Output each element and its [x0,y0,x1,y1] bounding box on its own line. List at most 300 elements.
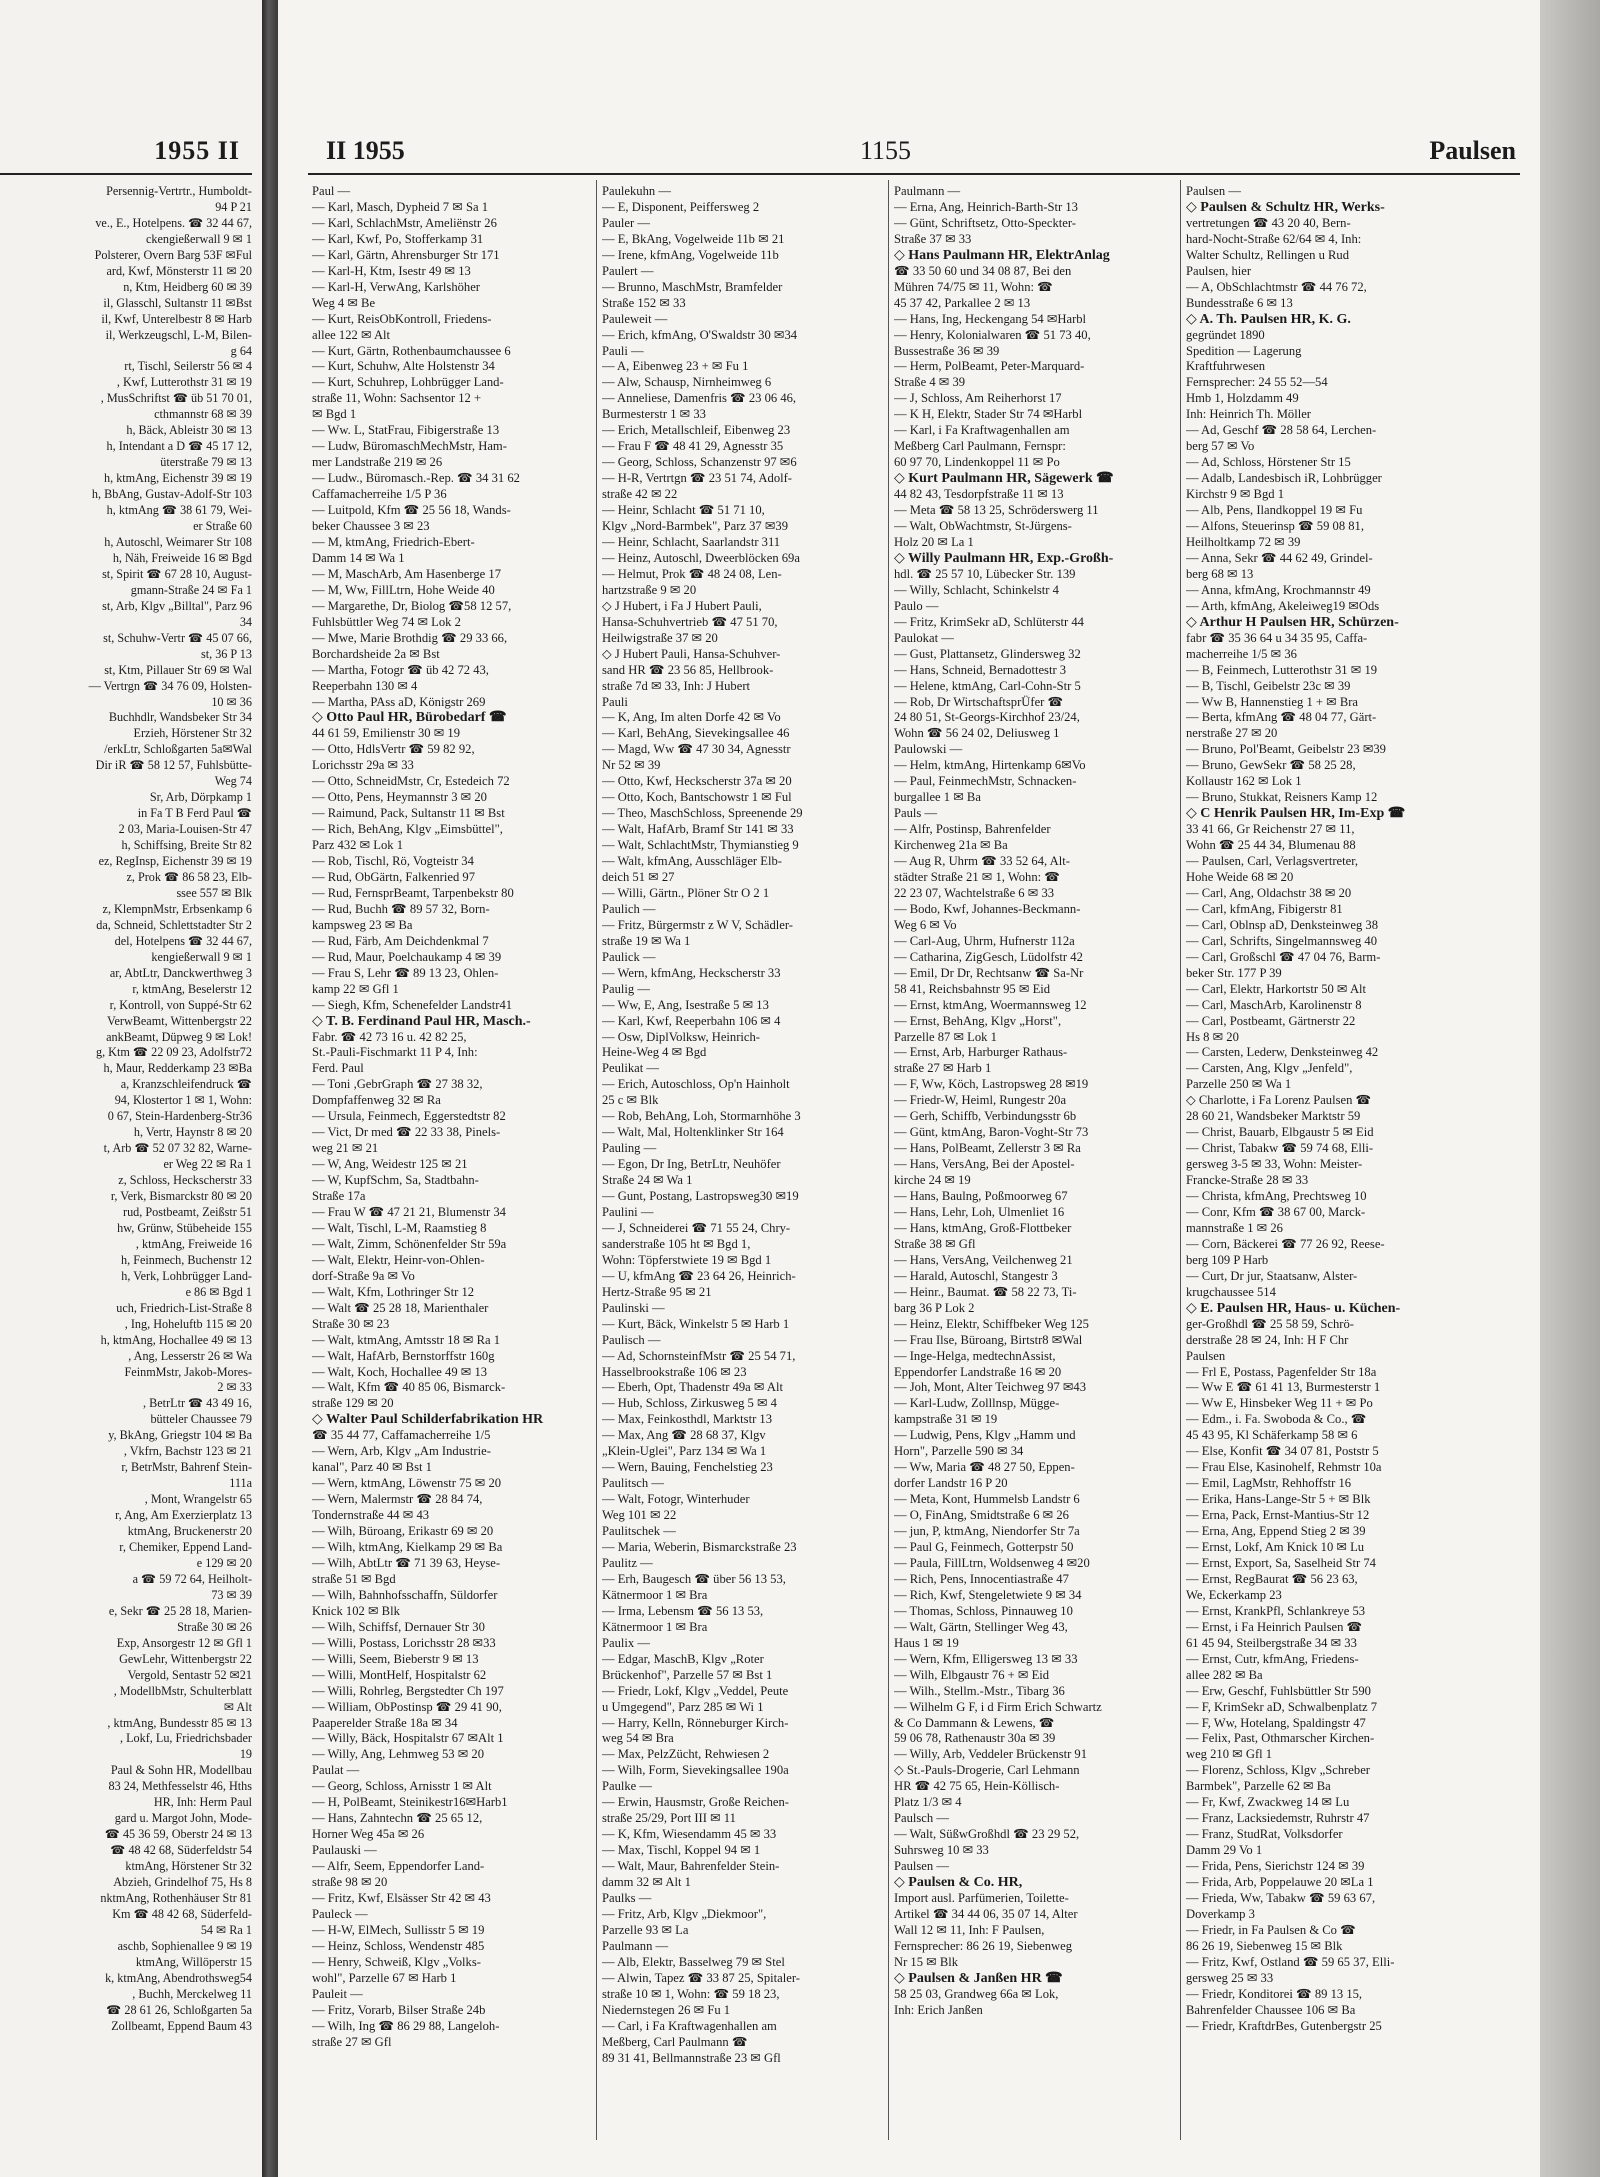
directory-entry: — Hans, VersAng, Bei der Apostel- [894,1157,1075,1172]
directory-entry: straße 42 ✉ 22 [602,487,678,502]
directory-entry: Burmesterstr 1 ✉ 33 [602,407,706,422]
directory-entry: — Paul, FeinmechMstr, Schnacken- [894,774,1077,789]
directory-entry: — Carl, Elektr, Harkortstr 50 ✉ Alt [1186,981,1367,996]
directory-entry: — Anneliese, Damenfris ☎ 23 06 46, [602,391,797,406]
directory-entry: straße 129 ✉ 20 [312,1396,394,1411]
directory-entry: Paulks — [602,1890,652,1905]
directory-entry: — Erh, Baugesch ☎ über 56 13 53, [602,1571,786,1586]
directory-entry: — Carl, Oblnsp aD, Denksteinweg 38 [1186,917,1379,932]
directory-entry: — Paul G, Feinmech, Gotterpstr 50 [894,1540,1074,1555]
directory-entry: — Wern, Arb, Klgv „Am Industrie- [312,1444,491,1459]
directory-entry: — B, Tischl, Geibelstr 23c ✉ 39 [1186,678,1351,693]
directory-line: , ModellbMstr, Schulterblatt [113,1683,252,1698]
directory-entry: — Max, Tischl, Koppel 94 ✉ 1 [602,1843,761,1858]
directory-entry: — Walt, HafArb, Bramf Str 141 ✉ 33 [602,822,794,837]
directory-entry: Bussestraße 36 ✉ 39 [894,343,1000,358]
directory-entry: straße 98 ✉ 20 [312,1875,388,1890]
directory-line: 19 [239,1747,252,1762]
directory-entry: — Willi, Gärtn., Plöner Str O 2 1 [602,885,770,900]
directory-entry: Paulig — [602,981,650,996]
directory-entry: — Walt, kfmAng, Ausschläger Elb- [602,854,782,869]
directory-entry: Barmbek", Parzelle 62 ✉ Ba [1186,1779,1331,1794]
directory-line: r, Chemiker, Eppend Land- [119,1540,252,1555]
directory-entry: — Heinz, Elektr, Schiffbeker Weg 125 [894,1316,1089,1331]
directory-entry: — Rich, Kwf, Stengeletwiete 9 ✉ 34 [894,1587,1082,1602]
directory-entry: Klgv „Nord-Barmbek", Parz 37 ✉39 [602,519,789,534]
directory-entry: — H, PolBeamt, Steinikestr16✉Harb1 [312,1795,508,1810]
directory-entry: hartzstraße 9 ✉ 20 [602,582,697,597]
directory-entry: 45 43 95, Kl Schäferkamp 58 ✉ 6 [1186,1428,1358,1443]
directory-entry: Parzelle 87 ✉ Lok 1 [894,1029,997,1044]
directory-entry: — Ursula, Feinmech, Eggerstedtstr 82 [312,1109,506,1124]
directory-entry: & Co Dammann & Lewens, ☎ [894,1715,1055,1730]
directory-entry: — Helmut, Prok ☎ 48 24 08, Len- [602,566,782,581]
directory-entry: — H-W, ElMech, Sullisstr 5 ✉ 19 [312,1922,485,1937]
directory-entry: — Adalb, Landesbisch iR, Lohbrügger [1186,471,1382,486]
directory-entry: — Karl-Ludw, Zolllnsp, Mügge- [894,1396,1060,1411]
directory-line: , Mont, Wrangelstr 65 [144,1492,252,1507]
directory-entry: Niedernstegen 26 ✉ Fu 1 [602,2002,731,2017]
directory-entry: — Ww B, Hannenstieg 1 + ✉ Bra [1186,694,1359,709]
directory-entry: — Kurt, Schuhw, Alte Holstenstr 34 [312,359,495,374]
directory-line: , Ang, Lesserstr 26 ✉ Wa [128,1348,252,1363]
directory-entry: Fernsprecher: 86 26 19, Siebenweg [894,1938,1073,1953]
directory-line: 54 ✉ Ra 1 [200,1922,252,1937]
directory-entry: — Walt, Fotogr, Winterhuder [602,1492,750,1507]
directory-line: h, Näh, Freiweide 16 ✉ Bgd [112,550,252,565]
directory-entry: — Raimund, Pack, Sultanstr 11 ✉ Bst [312,806,505,821]
directory-entry: ◇ Paulsen & Co. HR, [894,1875,1023,1891]
directory-entry: 28 60 21, Wandsbeker Marktstr 59 [1186,1109,1361,1124]
directory-entry: — Carl, MaschArb, Karolinenstr 8 [1186,997,1362,1012]
directory-entry: — Kurt, ReisObKontroll, Friedens- [312,311,492,326]
directory-entry: Meßberg, Carl Paulmann ☎ [602,2034,748,2049]
directory-entry: — Willy, Schlacht, Schinkelstr 4 [894,582,1059,597]
directory-entry: — Gerh, Schiffb, Verbindungsstr 6b [894,1109,1077,1124]
directory-entry: — Wilh, Form, Sievekingsallee 190a [602,1763,789,1778]
directory-entry: — Siegh, Kfm, Schenefelder Landstr41 [312,997,513,1012]
directory-entry: Damm 29 Vo 1 [1186,1843,1263,1858]
directory-entry: — Christa, kfmAng, Prechtsweg 10 [1186,1189,1367,1204]
directory-entry: — Martha, Fotogr ☎ üb 42 72 43, [312,662,489,677]
directory-entry: Reeperbahn 130 ✉ 4 [312,678,418,693]
directory-entry: — jun, P, ktmAng, Niendorfer Str 7a [894,1524,1080,1539]
directory-entry: — Henry, Kolonialwaren ☎ 51 73 40, [894,327,1091,342]
directory-entry: deich 51 ✉ 27 [602,869,675,884]
directory-line: g 64 [230,343,252,358]
directory-entry: Fernsprecher: 24 55 52—54 [1186,375,1328,390]
directory-entry: — F, Ww, Köch, Lastropsweg 28 ✉19 [894,1077,1089,1092]
directory-line: , Ing, Hoheluftb 115 ✉ 20 [124,1316,252,1331]
book-gutter [262,0,278,2177]
directory-entry: Parzelle 250 ✉ Wa 1 [1186,1077,1292,1092]
directory-entry: Pauls — [894,806,938,821]
directory-entry: — Walt, ktmAng, Amtsstr 18 ✉ Ra 1 [312,1332,501,1347]
directory-entry: — Heinz, Autoschl, Dweerblöcken 69a [602,550,800,565]
directory-entry: — Wern, kfmAng, Heckscherstr 33 [602,965,781,980]
directory-entry: Meßberg Carl Paulmann, Fernspr: [894,439,1066,454]
directory-line: z, Prok ☎ 86 58 23, Elb- [126,869,252,884]
directory-entry: Straße 37 ✉ 33 [894,231,972,246]
directory-line: r, Verk, Bismarckstr 80 ✉ 20 [110,1189,252,1204]
directory-line: z, Schloss, Heckscherstr 33 [118,1173,252,1188]
directory-entry: Heine-Weg 4 ✉ Bgd [602,1045,707,1060]
directory-line: ☎ 28 61 26, Schloßgarten 5a [106,2002,252,2017]
directory-line: ard, Kwf, Mönsterstr 11 ✉ 20 [106,263,252,278]
directory-line: ✉ Alt [223,1699,252,1714]
directory-entry: — Fritz, Kwf, Ostland ☎ 59 65 37, Elli- [1186,1954,1395,1969]
directory-entry: sanderstraße 105 ht ✉ Bgd 1, [602,1236,751,1251]
directory-entry: beker Str. 177 P 39 [1186,965,1282,980]
directory-entry: 44 61 59, Emilienstr 30 ✉ 19 [312,726,461,741]
directory-entry: — Felix, Past, Othmarscher Kirchen- [1186,1731,1375,1746]
directory-entry: — Ww E ☎ 61 41 13, Burmesterstr 1 [1186,1380,1381,1395]
directory-entry: — Otto, SchneidMstr, Cr, Estedeich 72 [312,774,510,789]
directory-entry: nerstraße 27 ✉ 20 [1186,726,1278,741]
directory-entry: — Carl, i Fa Kraftwagenhallen am [602,2018,777,2033]
directory-line: Straße 30 ✉ 26 [177,1619,252,1634]
directory-line: h, Autoschl, Weimarer Str 108 [104,534,252,549]
directory-entry: — Carl, Postbeamt, Gärtnerstr 22 [1186,1013,1356,1028]
directory-line: ankBeamt, Düpweg 9 ✉ Lok! [106,1029,252,1044]
directory-entry: Paulmann — [602,1938,669,1953]
directory-entry: Paulsen, hier [1186,263,1252,278]
directory-line: h, Feinmech, Buchenstr 12 [121,1252,252,1267]
directory-entry: hdl. ☎ 25 57 10, Lübecker Str. 139 [894,566,1076,581]
directory-entry: — Karl-H, VerwAng, Karlshöher [312,279,480,294]
directory-entry: 58 41, Reichsbahnstr 95 ✉ Eid [894,981,1051,996]
directory-entry: — Otto, Koch, Bantschowstr 1 ✉ Ful [602,790,792,805]
directory-line: , BetrLtr ☎ 43 49 16, [143,1396,252,1411]
directory-entry: u Umgegend", Parz 285 ✉ Wi 1 [602,1699,764,1714]
directory-entry: sand HR ☎ 23 56 85, Hellbrook- [602,662,774,677]
directory-entry: — Wilh, Schiffsf, Dernauer Str 30 [312,1619,485,1634]
directory-entry: Eppendorfer Landstraße 16 ✉ 20 [894,1364,1062,1379]
directory-entry: — Ernst, Cutr, kfmAng, Friedens- [1186,1651,1359,1666]
directory-entry: ◇ Paulsen & Schultz HR, Werks- [1186,199,1385,215]
directory-entry: — Karl, Gärtn, Ahrensburger Str 171 [312,247,500,262]
directory-entry: — Henry, Schweiß, Klgv „Volks- [312,1954,481,1969]
directory-entry: — Wern, Bauing, Fenchelstieg 23 [602,1460,773,1475]
directory-line: Polsterer, Overn Barg 53F ✉Ful [94,247,252,262]
directory-line: GewLehr, Wittenbergstr 22 [119,1651,252,1666]
directory-entry: — Gust, Plattansetz, Glindersweg 32 [894,646,1081,661]
directory-entry: — Rob, BehAng, Loh, Stormarnhöhe 3 [602,1109,801,1124]
directory-entry: — Kurt, Gärtn, Rothenbaumchaussee 6 [312,343,511,358]
directory-entry: burgallee 1 ✉ Ba [894,790,981,805]
directory-entry: — Hub, Schloss, Zirkusweg 5 ✉ 4 [602,1396,777,1411]
directory-entry: — Frieda, Ww, Tabakw ☎ 59 63 67, [1186,1890,1376,1905]
directory-entry: — Theo, MaschSchloss, Spreenende 29 [602,806,803,821]
directory-entry: — Walt, Gärtn, Stellinger Weg 43, [894,1619,1068,1634]
directory-entry: — Walt, Koch, Hochallee 49 ✉ 13 [312,1364,488,1379]
directory-entry: — Bruno, Pol'Beamt, Geibelstr 23 ✉39 [1186,742,1386,757]
directory-line: VerwBeamt, Wittenbergstr 22 [107,1013,252,1028]
directory-entry: — Egon, Dr Ing, BetrLtr, Neuhöfer [602,1157,781,1172]
directory-line: ez, RegInsp, Eichenstr 39 ✉ 19 [98,854,252,869]
directory-entry: kampstraße 31 ✉ 19 [894,1412,998,1427]
directory-entry: 44 82 43, Tesdorpfstraße 11 ✉ 13 [894,487,1064,502]
directory-entry: — Carl, Großschl ☎ 47 04 76, Barm- [1186,949,1381,964]
directory-entry: — Eberh, Opt, Thadenstr 49a ✉ Alt [602,1380,784,1395]
directory-entry: — Heinr, Schlacht, Saarlandstr 311 [602,534,781,549]
directory-line: e, Sekr ☎ 25 28 18, Marien- [108,1603,252,1618]
directory-entry: — Wern, ktmAng, Löwenstr 75 ✉ 20 [312,1476,502,1491]
directory-line: h, Bäck, Ableistr 30 ✉ 13 [126,423,252,438]
directory-entry: Kirchenweg 21a ✉ Ba [894,838,1008,853]
directory-entry: — Wilh, Ing ☎ 86 29 88, Langeloh- [312,2018,500,2033]
directory-entry: — Friedr, Konditorei ☎ 89 13 15, [1186,1986,1363,2001]
directory-line: h, ktmAng, Eichenstr 39 ✉ 19 [104,471,252,486]
directory-entry: — Anna, Sekr ☎ 44 62 49, Grindel- [1186,550,1373,565]
directory-entry: — Ww. L, StatFrau, Fibigerstraße 13 [312,423,500,438]
directory-entry: Paul — [312,184,351,198]
directory-entry: 89 31 41, Bellmannstraße 23 ✉ Gfl [602,2050,781,2065]
directory-entry: — Ernst, ktmAng, Woermannsweg 12 [894,997,1087,1012]
directory-entry: Paulsen — [894,1859,949,1874]
directory-line: ktmAng, Hörstener Str 32 [125,1859,252,1874]
directory-entry: Ferd. Paul [312,1061,364,1076]
directory-entry: — Heinz, Schloss, Wendenstr 485 [312,1938,485,1953]
directory-entry: straße 10 ✉ 1, Wohn: ☎ 59 18 23, [602,1986,780,2001]
directory-entry: Horner Weg 45a ✉ 26 [312,1827,425,1842]
directory-line: rud, Postbeamt, Zeißstr 51 [123,1205,252,1219]
directory-line: del, Hotelpens ☎ 32 44 67, [114,933,252,948]
directory-entry: — M, MaschArb, Am Hasenberge 17 [312,566,501,581]
directory-entry: — William, ObPostinsp ☎ 29 41 90, [312,1699,502,1714]
directory-line: gmann-Straße 24 ✉ Fa 1 [130,582,252,597]
directory-entry: Kollaustr 162 ✉ Lok 1 [1186,774,1302,789]
directory-line: da, Schneid, Schlettstadter Str 2 [96,917,252,932]
directory-entry: — M, ktmAng, Friedrich-Ebert- [312,534,475,549]
directory-entry: — Irene, kfmAng, Vogelweide 11b [602,247,779,262]
directory-entry: — Meta ☎ 58 13 25, Schröderswerg 11 [894,503,1099,518]
directory-line: , ktmAng, Freiweide 16 [135,1236,252,1251]
column-divider [1180,180,1181,2140]
directory-line: k, ktmAng, Abendrothsweg54 [105,1970,252,1985]
directory-entry: — Kurt, Schuhrep, Lohbrügger Land- [312,375,504,390]
directory-line: bütteler Chaussee 79 [150,1412,252,1427]
directory-entry: — B, Feinmech, Lutterothstr 31 ✉ 19 [1186,662,1378,677]
directory-line: h, ktmAng ☎ 38 61 79, Wei- [106,503,252,518]
directory-entry: — J, Schneiderei ☎ 71 55 24, Chry- [602,1220,791,1235]
directory-entry: — Walt, Zimm, Schönenfelder Str 59a [312,1236,507,1251]
directory-entry: weg 210 ✉ Gfl 1 [1186,1747,1273,1762]
directory-line: 73 ✉ 39 [211,1587,252,1602]
directory-entry: hard-Nocht-Straße 62/64 ✉ 4, Inh: [1186,231,1362,246]
directory-entry: Kirchstr 9 ✉ Bgd 1 [1186,487,1285,502]
directory-entry: — Walt, ObWachtmstr, St-Jürgens- [894,519,1072,534]
left-page-column [0,184,252,2035]
directory-entry: berg 109 P Harb [1186,1252,1269,1267]
directory-entry: — Harald, Autoschl, Stangestr 3 [894,1268,1058,1283]
directory-line: r, ktmAng, Beselerstr 12 [132,981,252,996]
directory-entry: 33 41 66, Gr Reichenstr 27 ✉ 11, [1186,822,1355,837]
directory-entry: — Hans, PolBeamt, Zellerstr 3 ✉ Ra [894,1141,1081,1156]
directory-entry: — Alfr, Seem, Eppendorfer Land- [312,1859,485,1874]
column-divider [596,180,597,2140]
directory-entry: — Erich, Autoschloss, Op'n Hainholt [602,1077,790,1092]
directory-entry: St.-Pauli-Fischmarkt 11 P 4, Inh: [312,1045,478,1060]
directory-entry: Doverkamp 3 [1186,1906,1255,1921]
directory-entry: Paulick — [602,949,656,964]
directory-entry: ◇ Kurt Paulmann HR, Sägewerk ☎ [894,471,1114,487]
directory-entry: — Gunt, Postang, Lastropsweg30 ✉19 [602,1189,799,1204]
directory-line: st, Spirit ☎ 67 28 10, August- [102,566,252,581]
directory-entry: — Max, Feinkosthdl, Marktstr 13 [602,1412,773,1427]
directory-entry: — Ad, Geschf ☎ 28 58 64, Lerchen- [1186,423,1377,438]
directory-entry: Hertz-Straße 95 ✉ 21 [602,1284,712,1299]
directory-entry: — Emil, LagMstr, Rehhoffstr 16 [1186,1476,1352,1491]
directory-entry: Parzelle 93 ✉ La [602,1922,689,1937]
directory-entry: — Rud, Buchh ☎ 89 57 32, Born- [312,901,490,916]
directory-entry: Hohe Weide 68 ✉ 20 [1186,869,1294,884]
directory-entry: — Heinr, Schlacht ☎ 51 71 10, [602,503,765,518]
directory-entry: — Osw, DiplVolksw, Heinrich- [602,1029,760,1044]
directory-entry: — Rud, FernsprBeamt, Tarpenbekstr 80 [312,885,514,900]
directory-entry: — Wilh, ktmAng, Kielkamp 29 ✉ Ba [312,1540,503,1555]
directory-entry: — Karl, Masch, Dypheid 7 ✉ Sa 1 [312,199,488,214]
directory-entry: Paulitz — [602,1555,653,1570]
directory-entry: 24 80 51, St-Georgs-Kirchhof 23/24, [894,710,1080,725]
directory-entry: — Martha, PAss aD, Königstr 269 [312,694,486,709]
directory-line: h, Vertr, Haynstr 8 ✉ 20 [133,1125,252,1140]
directory-line: e 129 ✉ 20 [196,1555,252,1570]
directory-entry: — Frau W ☎ 47 21 21, Blumenstr 34 [312,1205,506,1219]
directory-entry: — J, Schloss, Am Reiherhorst 17 [894,391,1062,406]
directory-entry: Inh: Erich Janßen [894,2002,983,2017]
directory-entry: — Max, PelzZücht, Rehwiesen 2 [602,1747,770,1762]
directory-entry: — Hans, Schneid, Bernadottestr 3 [894,662,1067,677]
right-page-header [278,136,1540,172]
directory-entry: Tondernstraße 44 ✉ 43 [312,1508,430,1523]
directory-entry: — Walt, Kfm ☎ 40 85 06, Bismarck- [312,1380,506,1395]
directory-entry: derstraße 28 ✉ 24, Inh: H F Chr [1186,1332,1349,1347]
directory-entry: 59 06 78, Rathenaustr 30a ✉ 39 [894,1731,1056,1746]
directory-entry: ◇ C Henrik Paulsen HR, Im-Exp ☎ [1186,806,1406,822]
directory-entry: ◇ J Hubert Pauli, Hansa-Schuhver- [602,646,781,661]
directory-entry: — Georg, Schloss, Arnisstr 1 ✉ Alt [312,1779,492,1794]
directory-entry: — Alb, Pens, Ilandkoppel 19 ✉ Fu [1186,503,1363,518]
directory-entry: — Erich, Metallschleif, Eibenweg 23 [602,423,791,438]
directory-entry: — Fritz, Arb, Klgv „Diekmoor", [602,1906,767,1921]
directory-entry: — Rich, Pens, Innocentiastraße 47 [894,1571,1069,1586]
directory-entry: — Georg, Schloss, Schanzenstr 97 ✉6 [602,455,797,470]
page-number: 1155 [860,136,912,165]
left-header-rule [0,173,252,175]
directory-line: ktmAng, Bruckenerstr 20 [127,1524,252,1539]
directory-entry: — Arth, kfmAng, Akeleiweg19 ✉Ods [1186,598,1380,613]
directory-entry: kamp 22 ✉ Gfl 1 [312,981,399,996]
directory-line: z, KlempnMstr, Erbsenkamp 6 [102,901,252,916]
directory-entry: — Florenz, Schloss, Klgv „Schreber [1186,1763,1370,1778]
directory-entry: Francke-Straße 28 ✉ 33 [1186,1173,1309,1188]
directory-entry: — Alw, Schausp, Nirnheimweg 6 [602,375,772,390]
directory-entry: straße 25/29, Port III ✉ 11 [602,1811,736,1826]
directory-entry: — Irma, Lebensm ☎ 56 13 53, [602,1603,764,1618]
directory-entry: Paulmann — [894,184,961,198]
directory-column-4 [1186,184,1468,2035]
directory-entry: 61 45 94, Steilbergstraße 34 ✉ 33 [1186,1635,1357,1650]
directory-entry: — Ludw, BüromaschMechMstr, Ham- [312,439,507,454]
directory-entry: — Karl, Kwf, Po, Stofferkamp 31 [312,231,484,246]
directory-entry: — Friedr, Lokf, Klgv „Veddel, Peute [602,1683,789,1698]
directory-entry: — Corn, Bäckerei ☎ 77 26 92, Reese- [1186,1236,1385,1251]
directory-entry: „Klein-Uglei", Parz 134 ✉ Wa 1 [602,1444,767,1459]
directory-entry: — Erwin, Hausmstr, Große Reichen- [602,1795,789,1810]
directory-entry: Fabr. ☎ 42 73 16 u. 42 82 25, [312,1029,467,1044]
directory-entry: — Maria, Weberin, Bismarckstraße 23 [602,1540,797,1555]
directory-entry: Paulinski — [602,1300,665,1315]
directory-entry: — Rud, ObGärtn, Falkenried 97 [312,869,475,884]
directory-entry: We, Eckerkamp 23 [1186,1587,1282,1602]
directory-entry: — Ernst, Arb, Harburger Rathaus- [894,1045,1068,1060]
directory-entry: Paaperelder Straße 18a ✉ 34 [312,1715,458,1730]
directory-entry: Heilwigstraße 37 ✉ 20 [602,630,718,645]
directory-entry: — Otto, HdlsVertr ☎ 59 82 92, [312,742,475,757]
directory-line: st, Schuhw-Vertr ☎ 45 07 66, [103,630,252,645]
directory-entry: kanal", Parz 40 ✉ Bst 1 [312,1460,432,1475]
directory-line: h, Verk, Lohbrügger Land- [121,1268,252,1283]
directory-entry: — Carl, kfmAng, Fibigerstr 81 [1186,901,1343,916]
directory-entry: berg 57 ✉ Vo [1186,439,1255,454]
directory-entry: — Rud, Färb, Am Deichdenkmal 7 [312,933,489,948]
directory-entry: Paulitschek — [602,1524,676,1539]
directory-entry: — Karl, BehAng, Sievekingsallee 46 [602,726,790,741]
directory-entry: — Otto, Kwf, Heckscherstr 37a ✉ 20 [602,774,792,789]
directory-entry: — Erna, Pack, Ernst-Mantius-Str 12 [1186,1508,1370,1523]
directory-entry: — Frl E, Postass, Pagenfelder Str 18a [1186,1364,1377,1379]
directory-entry: Inh: Heinrich Th. Möller [1186,407,1311,422]
directory-entry: gersweg 25 ✉ 33 [1186,1970,1274,1985]
directory-entry: ◇ Willy Paulmann HR, Exp.-Großh- [894,550,1114,566]
directory-entry: — Wern, Kfm, Elligersweg 13 ✉ 33 [894,1651,1078,1666]
directory-entry: — Bodo, Kwf, Johannes-Beckmann- [894,901,1081,916]
directory-entry: — Bruno, Stukkat, Reisners Kamp 12 [1186,790,1378,805]
directory-entry: — Herm, PolBeamt, Peter-Marquard- [894,359,1085,374]
directory-entry: — Aug R, Uhrm ☎ 33 52 64, Alt- [894,854,1070,869]
directory-entry: — Walt, Maur, Bahrenfelder Stein- [602,1859,780,1874]
directory-entry: — Günt, Schriftsetz, Otto-Speckter- [894,215,1076,230]
directory-entry: straße 7d ✉ 33, Inh: J Hubert [602,678,751,693]
directory-entry: Lorichsstr 29a ✉ 33 [312,758,414,773]
directory-entry: Pauli [602,694,628,709]
directory-line: ssee 557 ✉ Blk [176,885,252,900]
directory-line: er Straße 60 [193,519,252,534]
directory-entry: Wall 12 ✉ 11, Inh: F Paulsen, [894,1922,1045,1937]
directory-entry: — Berta, kfmAng ☎ 48 04 77, Gärt- [1186,710,1377,725]
directory-entry: — Carsten, Ang, Klgv „Jenfeld", [1186,1061,1353,1076]
directory-entry: — Rud, Maur, Poelchaukamp 4 ✉ 39 [312,949,502,964]
left-page-header: 1955 II [154,136,240,165]
directory-line: il, Werkzeugschl, L-M, Bilen- [105,327,252,342]
directory-entry: Paulsen — [1186,184,1241,198]
directory-line: kengießerwall 9 ✉ 1 [151,949,252,964]
right-header-rule [308,173,1520,175]
directory-entry: ◇ Paulsen & Janßen HR ☎ [894,1970,1063,1986]
left-page [0,0,262,2177]
directory-line: h, ktmAng, Hochallee 49 ✉ 13 [100,1332,252,1347]
directory-line: Vergold, Sentastr 52 ✉21 [127,1667,252,1682]
directory-entry: Knick 102 ✉ Blk [312,1603,400,1618]
directory-entry: Pauli — [602,343,644,358]
directory-entry: allee 122 ✉ Alt [312,327,391,342]
directory-entry: — Willy, Arb, Veddeler Brückenstr 91 [894,1747,1088,1762]
directory-line: Exp, Ansorgestr 12 ✉ Gfl 1 [116,1635,252,1650]
directory-entry: macherreihe 1/5 ✉ 36 [1186,646,1297,661]
directory-entry: Pauling — [602,1141,657,1156]
directory-line: il, Kwf, Unterelbestr 8 ✉ Harb [101,311,252,326]
